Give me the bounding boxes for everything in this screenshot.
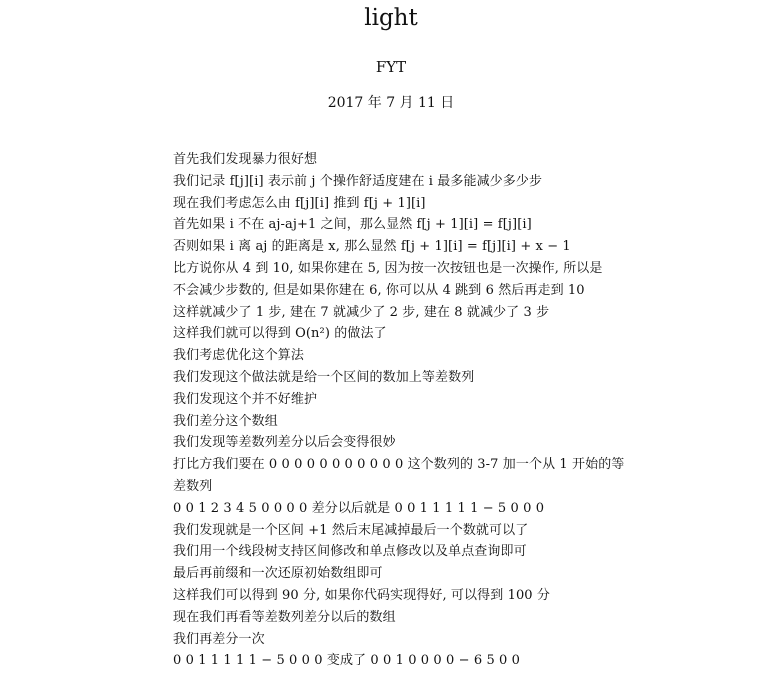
body-line: 不会减少步数的, 但是如果你建在 6, 你可以从 4 跳到 6 然后再走到 10: [173, 282, 585, 298]
body-line: 我们发现等差数列差分以后会变得很妙: [173, 435, 396, 451]
body-line: 首先如果 i 不在 aj-aj+1 之间，那么显然 f[j + 1][i] = f[j][i]: [173, 217, 532, 233]
document-title: light: [364, 5, 418, 31]
body-line: 现在我们再看等差数列差分以后的数组: [173, 609, 396, 625]
body-line: 否则如果 i 离 aj 的距离是 x, 那么显然 f[j + 1][i] = f[j][i] + x − 1: [173, 239, 571, 255]
body-line: 我们发现就是一个区间 +1 然后末尾减掉最后一个数就可以了: [173, 522, 529, 538]
body-line: 我们记录 f[j][i] 表示前 j 个操作舒适度建在 i 最多能减少多少步: [173, 173, 543, 189]
body-line: 我们发现这个做法就是给一个区间的数加上等差数列: [173, 369, 475, 385]
body-line: 这样就减少了 1 步, 建在 7 就减少了 2 步, 建在 8 就减少了 3 步: [173, 304, 550, 320]
document-body: [173, 149, 643, 672]
body-line: 我们用一个线段树支持区间修改和单点修改以及单点查询即可: [173, 544, 527, 560]
document-date: 2017 年 7 月 11 日: [327, 95, 455, 111]
body-line: 差数列: [173, 478, 213, 494]
body-line: 现在我们考虑怎么由 f[j][i] 推到 f[j + 1][i]: [173, 195, 426, 211]
body-line: 我们差分这个数组: [173, 413, 278, 429]
body-line: 这样我们就可以得到 O(n²) 的做法了: [173, 326, 387, 342]
document-author: FYT: [375, 58, 407, 76]
body-line: 比方说你从 4 到 10, 如果你建在 5, 因为按一次按钮也是一次操作, 所以是: [173, 260, 603, 276]
body-line: 我们考虑优化这个算法: [173, 348, 305, 364]
body-line: 0 0 1 2 3 4 5 0 0 0 0 差分以后就是 0 0 1 1 1 1 1 − 5 0 0 0: [173, 500, 545, 516]
body-line: 最后再前缀和一次还原初始数组即可: [173, 566, 383, 582]
body-line: 0 0 1 1 1 1 1 − 5 0 0 0 变成了 0 0 1 0 0 0 0 − 6 5 0 0: [173, 653, 521, 669]
body-line: 我们发现这个并不好维护: [173, 391, 318, 407]
body-line: 打比方我们要在 0 0 0 0 0 0 0 0 0 0 0 这个数列的 3-7 加一个从 1 开始的等: [173, 457, 625, 473]
body-line: 我们再差分一次: [173, 631, 265, 647]
body-line: 首先我们发现暴力很好想: [173, 152, 318, 167]
body-line: 这样我们可以得到 90 分, 如果你代码实现得好, 可以得到 100 分: [173, 587, 551, 603]
